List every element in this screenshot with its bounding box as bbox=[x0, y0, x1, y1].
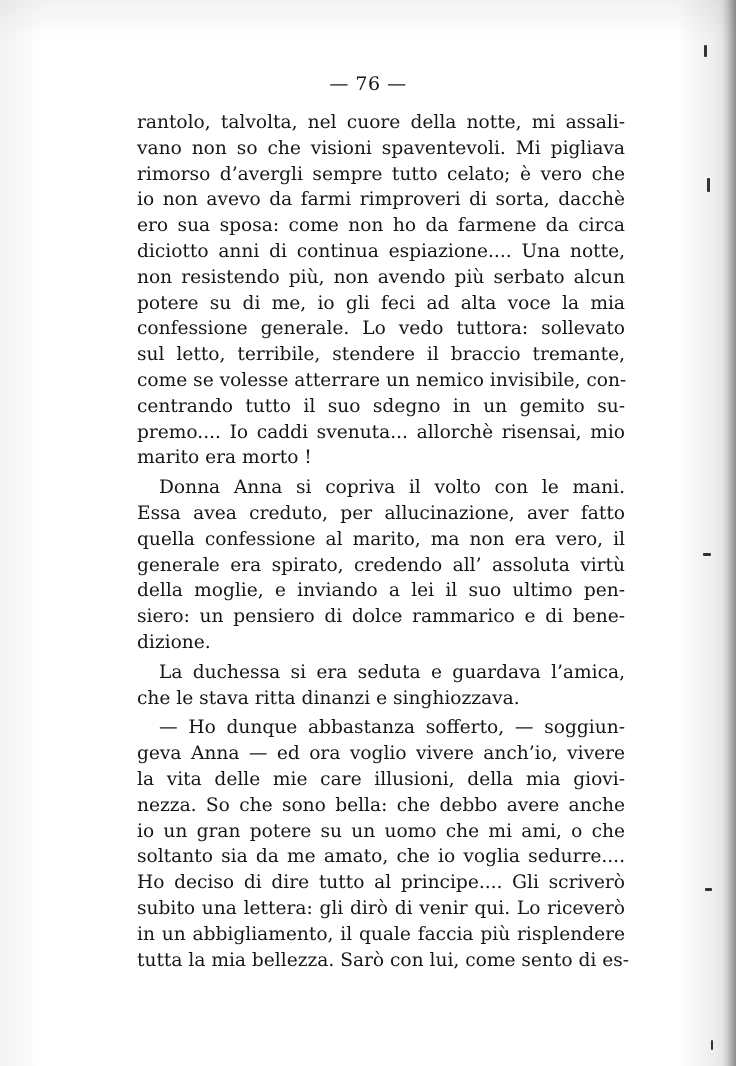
scan-speck bbox=[705, 888, 712, 891]
text-line: vano non so che visioni spaventevoli. Mi pigliava bbox=[137, 137, 625, 159]
text-line: subito una lettera: gli dirò di venir qui. Lo riceverò bbox=[137, 897, 625, 919]
text-line: soltanto sia da me amato, che io voglia sedurre.... bbox=[137, 846, 625, 868]
text-line: La duchessa si era seduta e guardava l’amica, bbox=[159, 661, 625, 683]
text-line: in un abbigliamento, il quale faccia più risplendere bbox=[137, 923, 625, 945]
text-line: premo.... Io caddi svenuta... allorchè risensai, mio bbox=[137, 421, 625, 443]
text-line: potere su di me, io gli feci ad alta voce la mia bbox=[137, 292, 625, 314]
text-line: io non avevo da farmi rimproveri di sorta, dacchè bbox=[137, 189, 625, 211]
text-line: Donna Anna si copriva il volto con le mani. bbox=[159, 477, 625, 499]
scan-speck bbox=[703, 553, 711, 556]
text-line: quella confessione al marito, ma non era vero, il bbox=[137, 528, 625, 550]
text-line: Essa avea creduto, per allucinazione, aver fatto bbox=[137, 502, 625, 524]
page-top-shadow bbox=[0, 0, 736, 40]
text-line: nezza. So che sono bella: che debbo avere anche bbox=[137, 794, 625, 816]
text-line: ero sua sposa: come non ho da farmene da circa bbox=[137, 215, 625, 237]
text-line: marito era morto ! bbox=[137, 447, 312, 469]
text-line: generale era spirato, credendo all’ assoluta virtù bbox=[137, 554, 625, 576]
text-line: dizione. bbox=[137, 631, 211, 653]
text-line: — Ho dunque abbastanza sofferto, — soggiun- bbox=[159, 717, 625, 739]
text-line: sul letto, terribile, stendere il braccio tremante, bbox=[137, 344, 625, 366]
text-line: confessione generale. Lo vedo tuttora: sollevato bbox=[137, 318, 625, 340]
body-text bbox=[137, 110, 630, 973]
text-line: rimorso d’avergli sempre tutto celato; è vero che bbox=[137, 163, 625, 185]
text-line: Ho deciso di dire tutto al principe.... Gli scriverò bbox=[137, 872, 625, 894]
text-line: non resistendo più, non avendo più serbato alcun bbox=[137, 266, 625, 288]
text-line: come se volesse atterrare un nemico invisibile, con- bbox=[137, 369, 627, 391]
text-line: tutta la mia bellezza. Sarò con lui, come sento di es- bbox=[137, 949, 630, 971]
scan-speck bbox=[711, 1040, 713, 1050]
text-line: che le stava ritta dinanzi e singhiozzava. bbox=[137, 687, 520, 709]
scan-speck bbox=[707, 178, 710, 192]
page-binding-shadow bbox=[722, 0, 736, 1066]
text-line: centrando tutto il suo sdegno in un gemito su- bbox=[137, 395, 625, 417]
text-line: della moglie, e inviando a lei il suo ultimo pen- bbox=[137, 580, 625, 602]
text-line: diciotto anni di continua espiazione.... Una notte, bbox=[137, 240, 625, 262]
text-line: siero: un pensiero di dolce rammarico e di bene- bbox=[137, 606, 625, 628]
scan-speck bbox=[704, 45, 707, 57]
text-line: rantolo, talvolta, nel cuore della notte, mi assali- bbox=[137, 112, 625, 133]
page-number: — 76 — bbox=[329, 73, 407, 95]
text-line: geva Anna — ed ora voglio vivere anch’io, vivere bbox=[137, 743, 625, 765]
text-line: la vita delle mie care illusioni, della mia giovi- bbox=[137, 768, 625, 790]
text-line: io un gran potere su un uomo che mi ami, o che bbox=[137, 820, 625, 842]
